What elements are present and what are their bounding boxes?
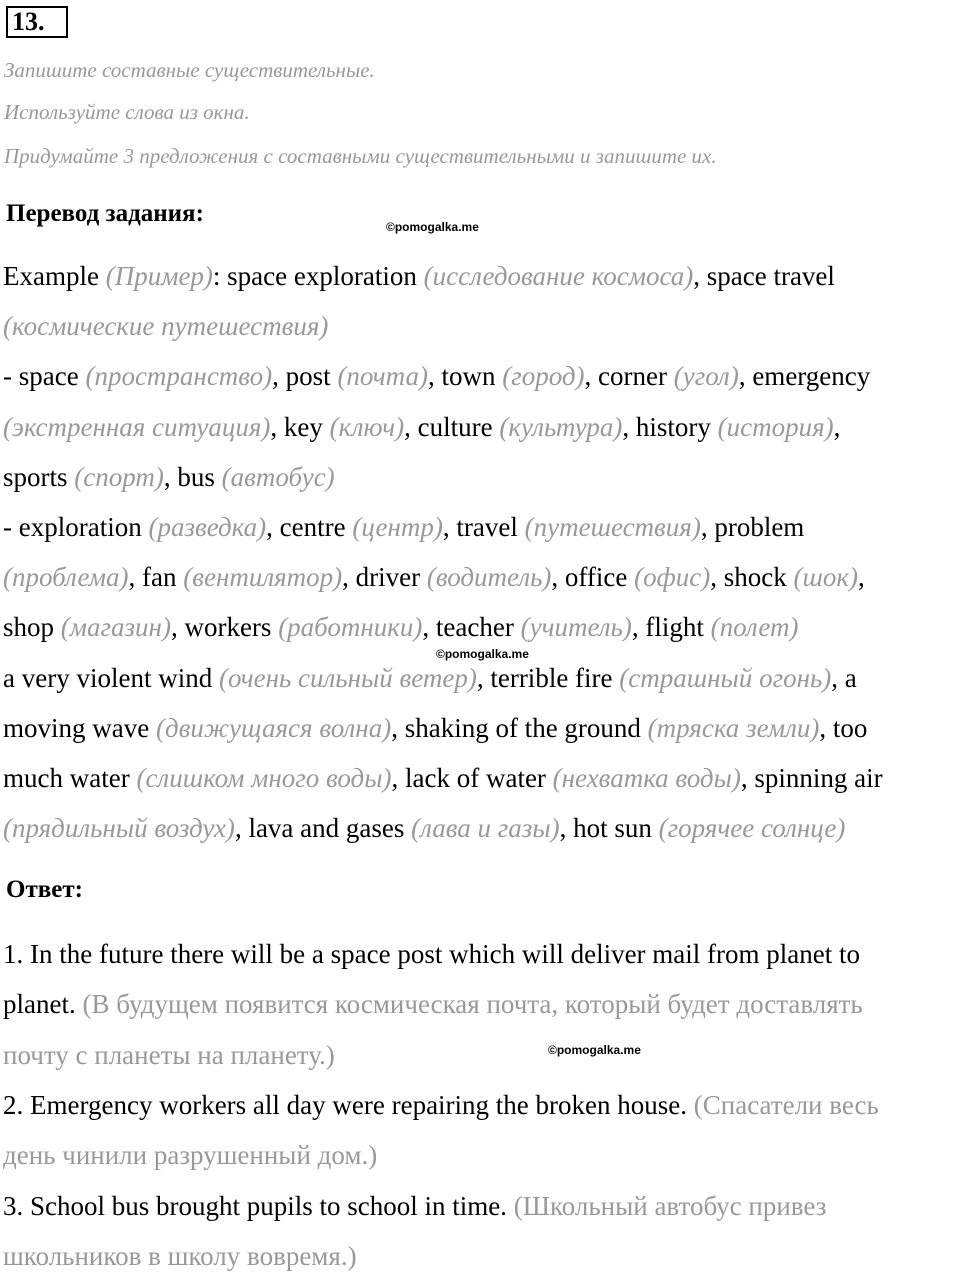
translation-segment: (центр) (352, 512, 443, 542)
translation-segment: (ключ) (329, 411, 405, 442)
text-segment: , too (819, 712, 868, 743)
text-segment: 2. Emergency workers all day were repairing the broken house. (3, 1089, 694, 1120)
text-segment: , travel (442, 512, 525, 542)
text-segment: , office (551, 562, 635, 593)
translation-segment: (нехватка воды) (552, 763, 741, 793)
translation-segment: (путешествия) (524, 512, 701, 542)
text-segment: , key (270, 411, 330, 442)
translation-segment: почту с планеты на планету.) (3, 1039, 335, 1070)
translation-segment: (страшный огонь) (619, 662, 832, 693)
text-segment: shop (3, 612, 61, 643)
translation-segment: (водитель) (426, 562, 552, 593)
text-line (3, 1189, 960, 1223)
watermark: ©pomogalka.me (436, 647, 529, 661)
text-segment: , problem (700, 512, 805, 542)
text-segment: , lack of water (391, 763, 553, 793)
translation-segment: (культура) (499, 411, 623, 442)
text-segment: , corner (584, 361, 674, 392)
text-segment: , (833, 411, 841, 442)
translation-segment: (учитель) (520, 612, 632, 643)
text-segment: , terrible fire (476, 662, 620, 693)
translation-segment: (слишком много воды) (136, 763, 392, 793)
text-line (3, 610, 960, 644)
translation-segment: (лава и газы) (411, 813, 560, 844)
translation-segment: (полет) (710, 612, 799, 643)
text-segment: , teacher (422, 612, 521, 643)
exercise-number: 13. (6, 6, 68, 38)
text-segment: , centre (266, 512, 353, 542)
translation-segment: (очень сильный ветер) (218, 662, 477, 693)
instruction-line: Запишите составные существительные. (4, 58, 375, 82)
text-segment: , flight (631, 612, 711, 643)
text-segment: , shock (710, 562, 794, 593)
translation-segment: (шок) (793, 562, 859, 593)
translation-segment: (движущаяся волна) (155, 712, 392, 743)
text-segment: much water (3, 763, 137, 793)
text-line (3, 711, 960, 745)
translation-segment: (история) (717, 411, 834, 442)
text-segment: a very violent wind (3, 662, 219, 693)
answer-heading: Ответ: (6, 876, 83, 903)
translation-segment: (пространство) (85, 361, 273, 392)
translation-segment: (горячее солнце) (658, 813, 846, 844)
text-segment: , space travel (693, 261, 835, 291)
translation-segment: (вентилятор) (183, 562, 343, 593)
instruction-line: Используйте слова из окна. (4, 100, 250, 124)
text-segment: , driver (342, 562, 427, 593)
text-line (3, 309, 960, 343)
translation-segment: день чинили разрушенный дом.) (3, 1140, 378, 1171)
text-segment: - space (3, 361, 86, 392)
translation-segment: (автобус) (221, 461, 335, 492)
text-line (3, 460, 960, 494)
translation-segment: (В будущем появится космическая почта, который будет доставлять (82, 989, 863, 1020)
translation-segment: (проблема) (3, 562, 129, 593)
text-segment: , fan (128, 562, 184, 593)
text-line (3, 811, 960, 845)
text-segment: , emergency (738, 361, 871, 392)
translation-segment: (Пример) (105, 261, 213, 291)
text-line (3, 937, 960, 971)
text-segment: , workers (170, 612, 279, 643)
text-line (3, 1239, 960, 1273)
watermark: ©pomogalka.me (548, 1043, 641, 1057)
translation-segment: (тряска земли) (647, 712, 820, 743)
watermark: ©pomogalka.me (386, 220, 479, 234)
text-segment: 1. In the future there will be a space post which will deliver mail from planet to (3, 939, 860, 969)
text-segment: Example (3, 261, 106, 291)
translation-segment: (прядильный воздух) (3, 813, 235, 844)
text-line (3, 1038, 960, 1072)
text-segment: , a (831, 662, 857, 693)
instruction-line: Придумайте 3 предложения с составными существительными и запишите их. (4, 144, 717, 168)
text-line (3, 510, 960, 544)
translation-segment: (экстренная ситуация) (3, 411, 271, 442)
translation-segment: (почта) (337, 361, 428, 392)
translation-segment: (разведка) (148, 512, 267, 542)
text-segment: , shaking of the ground (391, 712, 648, 743)
text-line (3, 761, 960, 795)
translation-segment: (угол) (673, 361, 739, 392)
text-segment: 3. School bus brought pupils to school in time. (3, 1190, 514, 1221)
text-segment: , bus (163, 461, 222, 492)
text-segment: , town (427, 361, 503, 392)
text-line (3, 1088, 960, 1122)
translation-segment: (Спасатели весь (693, 1089, 879, 1120)
translation-segment: (исследование космоса) (423, 261, 694, 291)
text-line (3, 987, 960, 1021)
text-line (3, 410, 960, 444)
text-segment: , hot sun (559, 813, 659, 844)
translation-heading: Перевод задания: (6, 200, 204, 227)
translation-segment: (магазин) (60, 612, 171, 643)
text-segment: , spinning air (740, 763, 883, 793)
translation-segment: (работники) (278, 612, 423, 643)
text-line (3, 259, 960, 293)
text-line (3, 359, 960, 393)
text-segment: planet. (3, 989, 83, 1020)
translation-segment: (город) (502, 361, 585, 392)
text-segment: , history (622, 411, 718, 442)
text-segment: moving wave (3, 712, 156, 743)
translation-segment: (офис) (634, 562, 711, 593)
translation-segment: (спорт) (74, 461, 164, 492)
text-segment: , culture (404, 411, 500, 442)
text-segment: : space exploration (212, 261, 424, 291)
text-segment: , (858, 562, 865, 593)
text-line (3, 560, 960, 594)
text-segment: - exploration (3, 512, 149, 542)
text-line (3, 661, 960, 695)
text-segment: , post (272, 361, 338, 392)
text-segment: , lava and gases (234, 813, 412, 844)
translation-segment: школьников в школу вовремя.) (3, 1240, 357, 1271)
text-line (3, 1138, 960, 1172)
translation-segment: (Школьный автобус привез (513, 1190, 827, 1221)
translation-segment: (космические путешествия) (3, 311, 329, 342)
text-segment: sports (3, 461, 75, 492)
